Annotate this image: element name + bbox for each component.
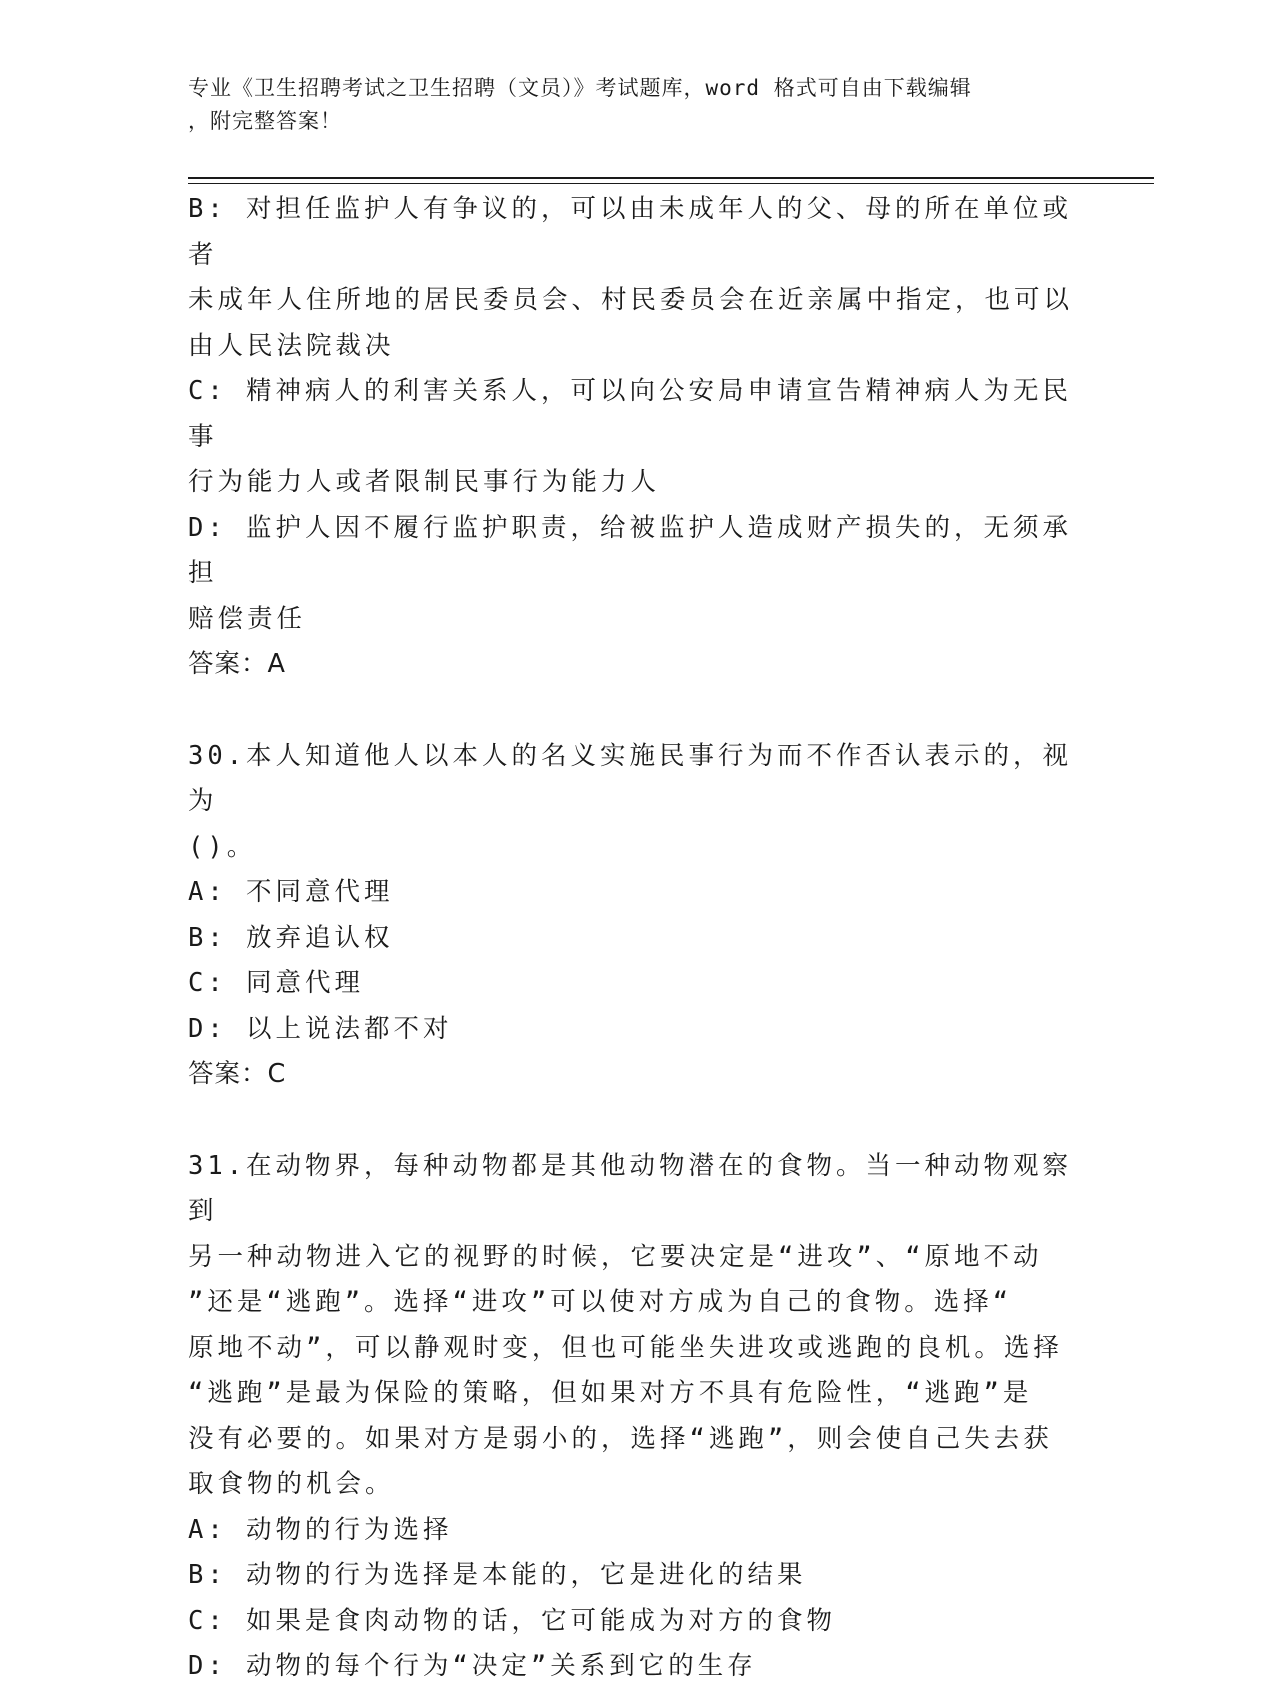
- spacer: [188, 1098, 1088, 1144]
- q31-stem-line: “逃跑”是最为保险的策略，但如果对方不具有危险性，“逃跑”是: [188, 1378, 1033, 1408]
- q30-option-d: D: 以上说法都不对: [188, 1013, 453, 1044]
- q31-option-b: B: 动物的行为选择是本能的，它是进化的结果: [188, 1560, 807, 1590]
- q30-option-b: B: 放弃追认权: [188, 922, 394, 953]
- q29-answer: 答案：A: [188, 649, 286, 679]
- header-line-1: 专业《卫生招聘考试之卫生招聘（文员）》考试题库，word 格式可自由下载编辑: [188, 76, 972, 100]
- question-30: [188, 734, 1088, 1098]
- q31-stem-line: 31.在动物界，每种动物都是其他动物潜在的食物。当一种动物观察到: [188, 1150, 1073, 1226]
- q29-option-d-line-2: 赔偿责任: [188, 603, 307, 634]
- header-divider-thin: [188, 183, 1154, 184]
- q31-stem-line: ”还是“逃跑”。选择“进攻”可以使对方成为自己的食物。选择“: [188, 1287, 1013, 1317]
- q30-stem-line-1: 30.本人知道他人以本人的名义实施民事行为而不作否认表示的，视为: [188, 740, 1073, 816]
- q31-stem-line: 另一种动物进入它的视野的时候，它要决定是“进攻”、“原地不动: [188, 1241, 1043, 1272]
- q31-option-a: A: 动物的行为选择: [188, 1514, 453, 1545]
- spacer: [188, 688, 1088, 734]
- q31-option-c: C: 如果是食肉动物的话，它可能成为对方的食物: [188, 1605, 837, 1636]
- question-29: [188, 187, 1088, 688]
- q31-stem-line: 没有必要的。如果对方是弱小的，选择“逃跑”，则会使自己失去获: [188, 1423, 1053, 1454]
- q29-option-b-line-2: 未成年人住所地的居民委员会、村民委员会在近亲属中指定，也可以: [188, 285, 1074, 315]
- q29-option-b-line-1: B: 对担任监护人有争议的，可以由未成年人的父、母的所在单位或者: [188, 194, 1073, 270]
- q31-option-d: D: 动物的每个行为“决定”关系到它的生存: [188, 1651, 757, 1681]
- q30-option-c: C: 同意代理: [188, 968, 365, 998]
- q29-option-c-line-2: 行为能力人或者限制民事行为能力人: [188, 467, 661, 497]
- question-31: [188, 1144, 1088, 1690]
- q31-stem-line: 取食物的机会。: [188, 1469, 395, 1499]
- q30-option-a: A: 不同意代理: [188, 877, 394, 907]
- q31-stem-line: 原地不动”，可以静观时变，但也可能坐失进攻或逃跑的良机。选择: [188, 1332, 1063, 1363]
- q29-option-d-line-1: D: 监护人因不履行监护职责，给被监护人造成财产损失的，无须承担: [188, 512, 1073, 588]
- header-divider-thick: [188, 177, 1154, 179]
- q30-answer: 答案：C: [188, 1059, 287, 1089]
- header-line-2: ，附完整答案！: [188, 109, 342, 133]
- q29-option-b-line-3: 由人民法院裁决: [188, 330, 395, 361]
- question-content: [188, 187, 1088, 1690]
- q30-stem-line-2: ()。: [188, 831, 257, 862]
- q29-option-c-line-1: C: 精神病人的利害关系人，可以向公安局申请宣告精神病人为无民事: [188, 376, 1073, 452]
- document-header: [188, 72, 1068, 138]
